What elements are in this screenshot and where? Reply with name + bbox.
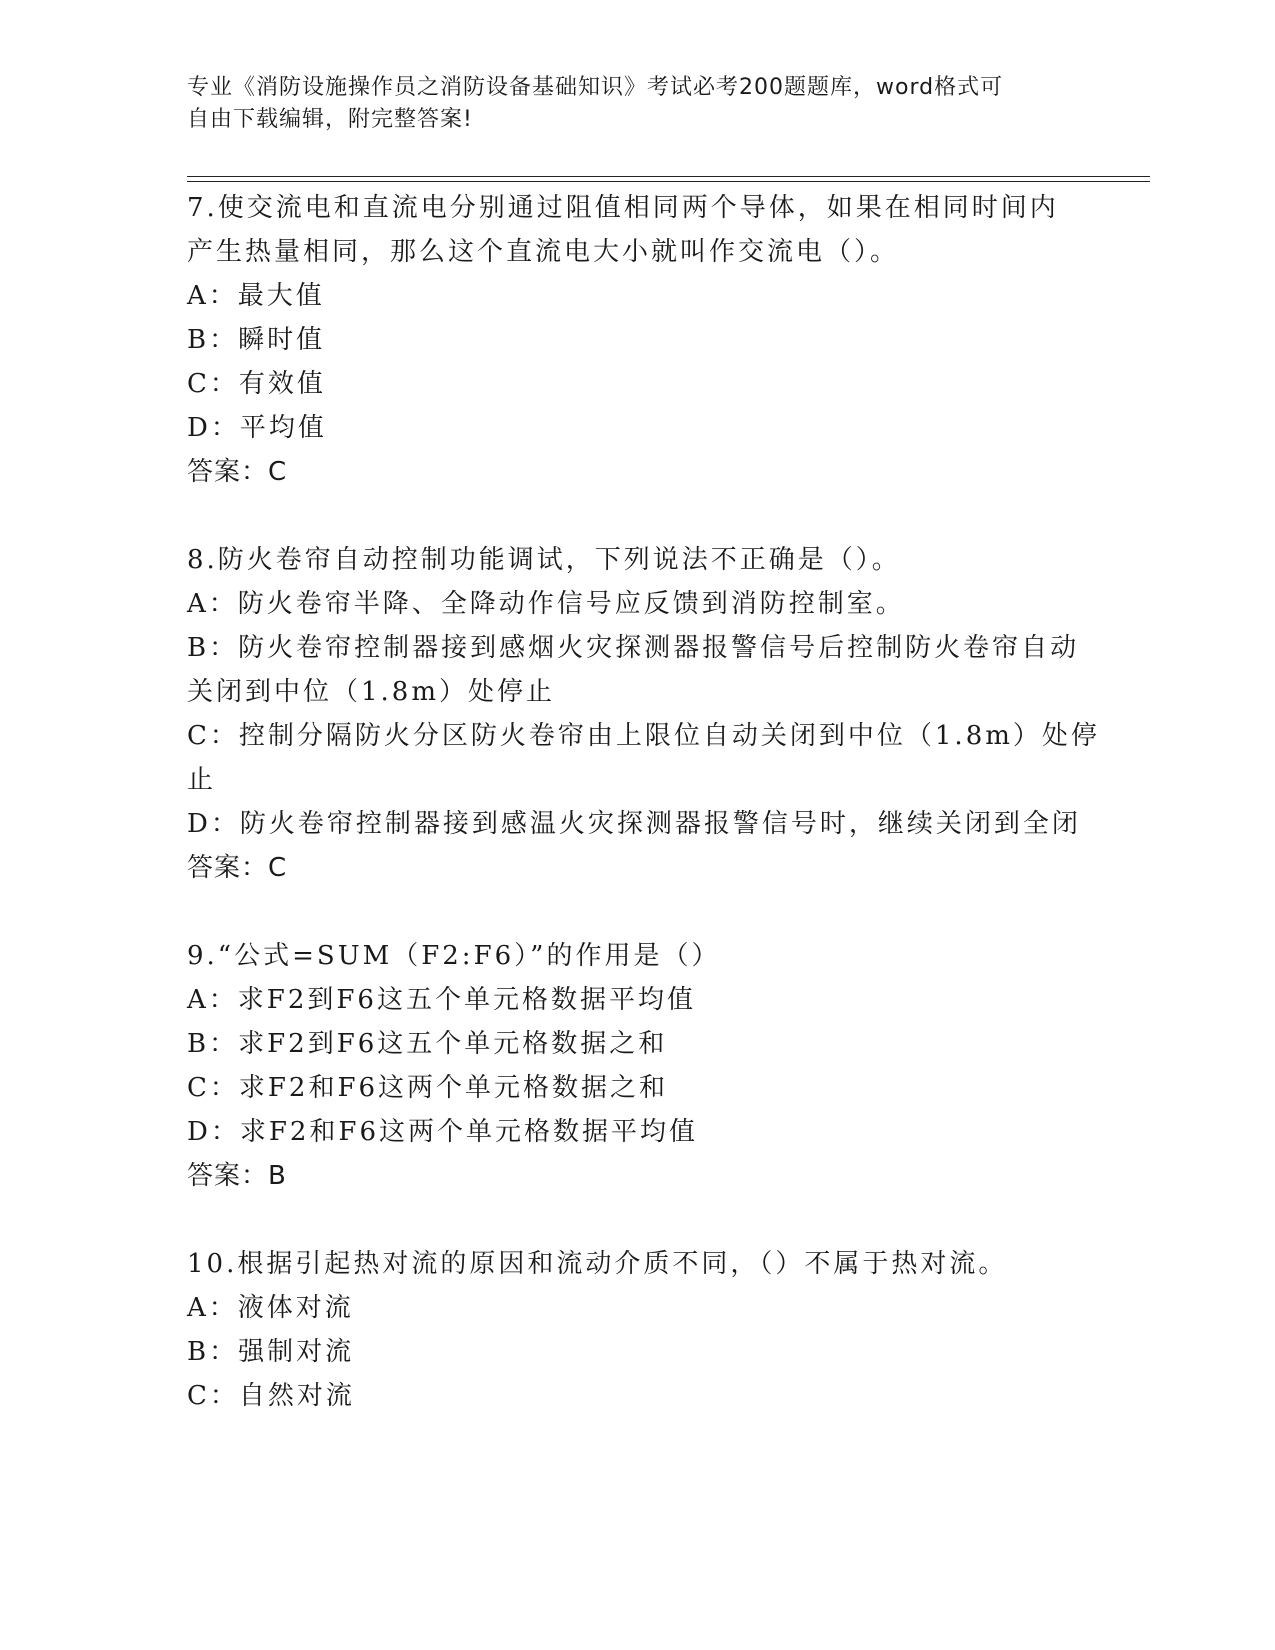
- question-8-option-a: A：防火卷帘半降、全降动作信号应反馈到消防控制室。: [187, 589, 905, 619]
- header-line-1: 专业《消防设施操作员之消防设备基础知识》考试必考200题题库，word格式可: [187, 75, 1004, 100]
- question-7-answer: 答案：C: [187, 457, 288, 487]
- question-9-option-d: D：求F2和F6这两个单元格数据平均值: [187, 1117, 699, 1147]
- question-9-answer: 答案：B: [187, 1161, 287, 1191]
- question-8-option-c-line-1: C：控制分隔防火分区防火卷帘由上限位自动关闭到中位（1.8m）处停: [187, 721, 1100, 751]
- question-9-option-b: B：求F2到F6这五个单元格数据之和: [187, 1029, 668, 1059]
- question-7-option-c: C：有效值: [187, 369, 326, 399]
- question-7-option-a: A：最大值: [187, 281, 325, 311]
- question-7-option-d: D：平均值: [187, 413, 327, 443]
- question-8-option-d: D：防火卷帘控制器接到感温火灾探测器报警信号时，继续关闭到全闭: [187, 809, 1081, 839]
- header-divider-top: [187, 176, 1150, 177]
- question-8-answer: 答案：C: [187, 853, 288, 883]
- question-8-option-c-line-2: 止: [187, 765, 217, 795]
- question-9-stem: 9.“公式=SUM（F2:F6）”的作用是（）: [187, 941, 721, 971]
- question-8-stem: 8.防火卷帘自动控制功能调试，下列说法不正确是（）。: [187, 545, 901, 575]
- header-divider-bottom: [187, 181, 1150, 182]
- question-7-option-b: B：瞬时值: [187, 325, 326, 355]
- question-10-option-a: A：液体对流: [187, 1293, 354, 1323]
- question-10-stem: 10.根据引起热对流的原因和流动介质不同，（）不属于热对流。: [187, 1249, 1008, 1279]
- question-9-option-c: C：求F2和F6这两个单元格数据之和: [187, 1073, 669, 1103]
- document-header: [187, 72, 1087, 136]
- question-10-option-c: C：自然对流: [187, 1381, 355, 1411]
- question-7-stem-line-1: 7.使交流电和直流电分别通过阻值相同两个导体，如果在相同时间内: [187, 193, 1059, 223]
- question-8-option-b-line-1: B：防火卷帘控制器接到感烟火灾探测器报警信号后控制防火卷帘自动: [187, 633, 1080, 663]
- header-line-2: 自由下载编辑，附完整答案!: [187, 107, 473, 132]
- question-10-option-b: B：强制对流: [187, 1337, 355, 1367]
- question-7-stem-line-2: 产生热量相同，那么这个直流电大小就叫作交流电（）。: [187, 237, 900, 267]
- question-8-option-b-line-2: 关闭到中位（1.8m）处停止: [187, 677, 556, 707]
- question-9-option-a: A：求F2到F6这五个单元格数据平均值: [187, 985, 696, 1015]
